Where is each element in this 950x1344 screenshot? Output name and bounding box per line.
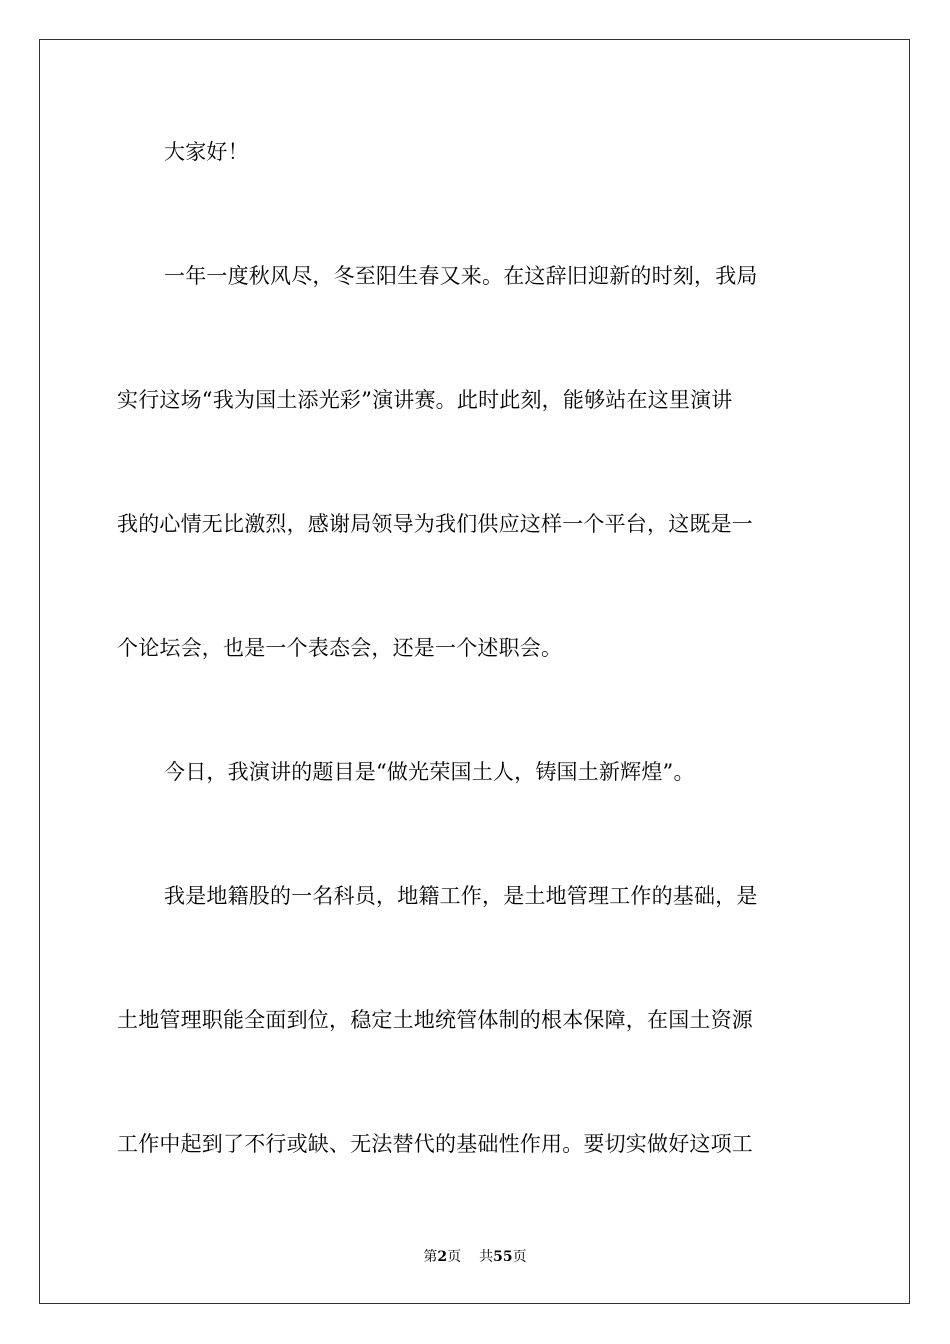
page-prefix: 第	[423, 1249, 438, 1265]
paragraph-line: 今日，我演讲的题目是“做光荣国土人，铸国土新辉煌”。	[164, 760, 695, 784]
paragraph-line: 我是地籍股的一名科员，地籍工作，是土地管理工作的基础，是	[164, 884, 758, 908]
paragraph-line: 个论坛会，也是一个表态会，还是一个述职会。	[117, 636, 563, 660]
paragraph-line: 一年一度秋风尽，冬至阳生春又来。在这辞旧迎新的时刻，我局	[164, 264, 758, 288]
page-border	[39, 39, 910, 1304]
greeting-line: 大家好！	[164, 140, 249, 164]
page-number: 2	[437, 1249, 448, 1265]
paragraph-line: 土地管理职能全面到位，稳定土地统管体制的根本保障，在国土资源	[117, 1008, 753, 1032]
paragraph-line: 工作中起到了不行或缺、无法替代的基础性作用。要切实做好这项工	[117, 1132, 753, 1156]
page-footer	[0, 1248, 950, 1266]
total-prefix: 共	[479, 1249, 494, 1265]
page-suffix: 页	[447, 1249, 462, 1265]
total-pages: 55	[493, 1249, 513, 1265]
paragraph-line: 实行这场“我为国土添光彩”演讲赛。此时此刻，能够站在这里演讲	[117, 388, 733, 412]
paragraph-line: 我的心情无比激烈，感谢局领导为我们供应这样一个平台，这既是一	[117, 512, 753, 536]
total-suffix: 页	[512, 1249, 527, 1265]
